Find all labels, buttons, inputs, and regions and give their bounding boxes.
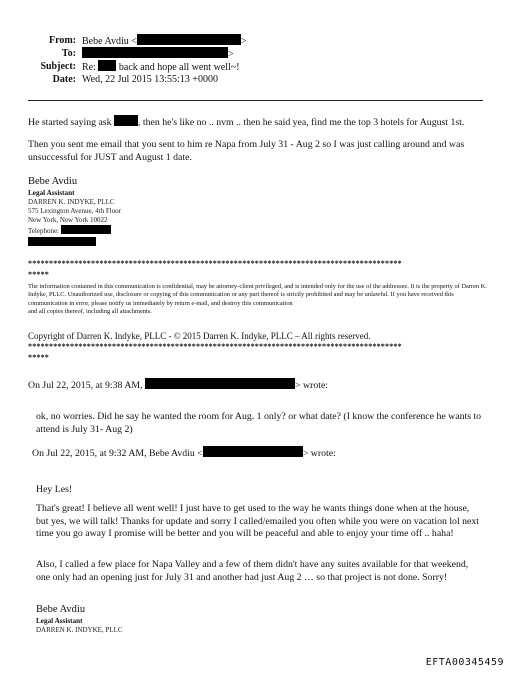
signature-name: Bebe Avdiu: [28, 176, 78, 187]
redaction-signature-extra: [28, 237, 96, 246]
quote-1-intro: On Jul 22, 2015, at 9:38 AM, > wrote:: [28, 380, 329, 391]
date-value: Wed, 22 Jul 2015 13:55:13 +0000: [82, 74, 218, 85]
to-label: To:: [61, 48, 76, 59]
signature-block-2: [36, 604, 496, 635]
stars-divider-top-short: *****: [28, 270, 49, 279]
copyright-line: Copyright of Darren K. Indyke, PLLC - © 2015 Darren K. Indyke, PLLC – All rights reserved.: [28, 331, 371, 341]
confidentiality-notice: The information contained in this communication is confidential, may be attorney-client privileged, and is intended only for the use of the addressee. It is the property of Darren K. Indyke, PLLC. Unauthorized use, disclosure or copying of this communication or any part thereof is strictly prohibited and may be unlawful. If you have received this communication in error, please notify us immediately by return e-mail, and destroy this communication and all copies thereof, including all attachments.: [28, 283, 487, 315]
quote-1-text: ok, no worries. Did he say he wanted the room for Aug. 1 only? or what date? (I know the conference he wants to attend is July 31- Aug 2): [36, 411, 482, 435]
subject-rest: back and hope all went well~!: [118, 62, 240, 73]
redaction-telephone: [61, 225, 111, 234]
quote-2-paragraph-1: That's great! I believe all went well! I just have to get used to the way he wants things done when at the house, but yes, we will talk! Thanks for update and sorry I called/emailed you often while you were on vacation lol next time you go away I promise will be better and you will be peaceful and able to enjoy your time off .. haha!: [36, 503, 479, 539]
signature-firm: DARREN K. INDYKE, PLLC: [28, 197, 115, 206]
signature-2-firm: DARREN K. INDYKE, PLLC: [36, 625, 123, 634]
signature-address-1: 575 Lexington Avenue, 4th Floor: [28, 206, 121, 215]
body-paragraph-1: He started saying ask , then he's like no .. nvm .. then he said yea, find me the top 3 hotels for August 1st.: [28, 117, 465, 128]
stars-divider-bottom-short: *****: [28, 353, 49, 362]
subject-label: Subject:: [40, 61, 76, 72]
body-paragraph-2: Then you sent me email that you sent to him re Napa from July 31 - Aug 2 so I was just calling around and was unsuccessful for JUST and August 1 date.: [28, 139, 465, 163]
stars-divider-top: *****************************************************************************************: [28, 259, 402, 268]
from-name: Bebe Avdiu <: [82, 36, 137, 47]
signature-2-name: Bebe Avdiu: [36, 604, 86, 615]
redaction-quote-2-email: [203, 446, 303, 457]
date-label: Date:: [52, 74, 76, 85]
redaction-from-email: [137, 34, 241, 45]
signature-2-title: Legal Assistant: [36, 616, 83, 625]
header-divider: [28, 100, 483, 101]
redaction-quote-1-email: [145, 378, 295, 389]
from-close: >: [240, 36, 247, 47]
signature-telephone: Telephone:: [28, 225, 488, 236]
redaction-to: [82, 47, 228, 58]
signature-address-2: New York, New York 10022: [28, 215, 108, 224]
from-label: From:: [48, 35, 76, 46]
quote-2-greeting: Hey Les!: [36, 484, 73, 495]
bates-number: EFTA00345459: [425, 657, 504, 668]
quote-2-intro: On Jul 22, 2015, at 9:32 AM, Bebe Avdiu < > wrote:: [32, 448, 336, 459]
redaction-subject: [98, 60, 116, 71]
to-close: >: [228, 49, 234, 60]
signature-block: [28, 176, 488, 246]
redaction-name: [114, 115, 138, 126]
quote-2-paragraph-2: Also, I called a few place for Napa Valley and a few of them didn't have any suites available for that weekend, one only had an opening just for July 31 and another had just Aug 2 … so that project is not done. Sorry!: [36, 559, 469, 583]
subject-prefix: Re:: [82, 62, 96, 73]
signature-title: Legal Assistant: [28, 188, 75, 197]
stars-divider-bottom: *****************************************************************************************: [28, 342, 402, 351]
